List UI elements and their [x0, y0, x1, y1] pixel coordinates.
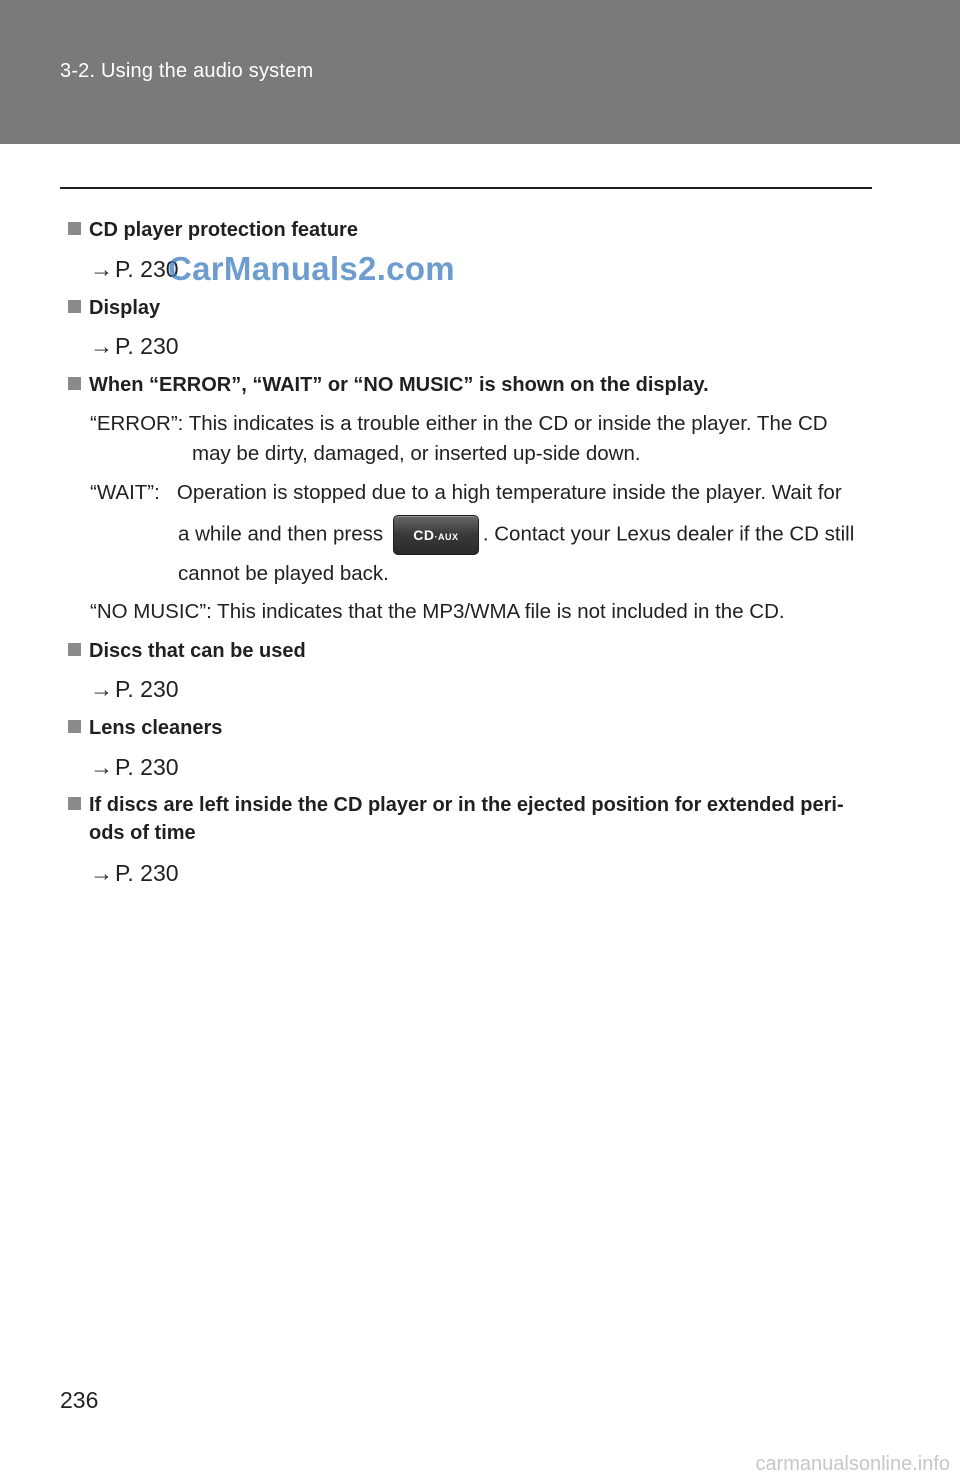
arrow-right-icon: →: [90, 754, 113, 780]
heading-discs-usable: Discs that can be used: [68, 637, 306, 665]
arrow-right-icon: →: [90, 333, 113, 359]
wait-line: “WAIT”: Operation is stopped due to a high temperature inside the player. Wait for: [90, 481, 842, 504]
page-ref[interactable]: →P. 230: [90, 860, 179, 886]
bullet-square-icon: [68, 797, 81, 810]
arrow-right-icon: →: [90, 256, 113, 282]
heading-lens-cleaners: Lens cleaners: [68, 714, 222, 742]
arrow-right-icon: →: [90, 676, 113, 702]
heading-cd-protection: CD player protection feature: [68, 216, 358, 244]
section-title: 3-2. Using the audio system: [60, 60, 314, 82]
page-number: 236: [60, 1387, 99, 1413]
bullet-square-icon: [68, 222, 81, 235]
heading-display: Display: [68, 294, 160, 322]
error-line: “ERROR”: This indicates is a trouble either in the CD or inside the player. The CD: [90, 412, 828, 435]
nomusic-line: “NO MUSIC”: This indicates that the MP3/WMA file is not included in the CD.: [90, 600, 785, 623]
bullet-square-icon: [68, 643, 81, 656]
page-ref[interactable]: →P. 230: [90, 754, 179, 780]
heading-error-messages: When “ERROR”, “WAIT” or “NO MUSIC” is shown on the display.: [68, 371, 709, 399]
heading-discs-left-inside: If discs are left inside the CD player or in the ejected position for extended peri- ods of time: [68, 791, 868, 847]
cd-aux-button-icon: CD·AUX: [393, 515, 479, 555]
header-rule: [60, 187, 872, 189]
arrow-right-icon: →: [90, 860, 113, 886]
error-line: may be dirty, damaged, or inserted up-side down.: [192, 442, 641, 465]
footer-watermark: carmanualsonline.info: [755, 1453, 950, 1475]
page-ref[interactable]: →P. 230: [90, 333, 179, 359]
bullet-square-icon: [68, 720, 81, 733]
bullet-square-icon: [68, 377, 81, 390]
wait-line: cannot be played back.: [178, 562, 389, 585]
page-ref[interactable]: →P. 230: [90, 676, 179, 702]
wait-line-with-button: a while and then press CD·AUX . Contact your Lexus dealer if the CD still: [178, 515, 854, 555]
page-ref[interactable]: →P. 230: [90, 256, 179, 282]
watermark: CarManuals2.com: [168, 250, 455, 287]
bullet-square-icon: [68, 300, 81, 313]
